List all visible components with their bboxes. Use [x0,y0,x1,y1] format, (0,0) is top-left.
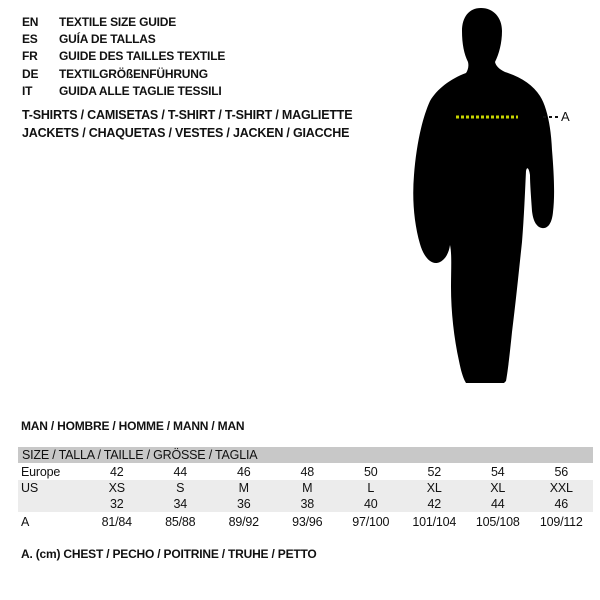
table-cell: XL [490,481,506,495]
language-title: GUIDA ALLE TAGLIE TESSILI [59,84,222,99]
table-cell: 81/84 [101,514,132,529]
language-code: IT [22,84,33,99]
table-cell: S [176,481,185,495]
table-cell: M [238,481,249,495]
language-code: FR [22,49,38,64]
table-cell: 32 [109,497,124,511]
table-cell: 52 [427,464,441,479]
table-cell: XXL [549,481,573,495]
category-jackets: JACKETS / CHAQUETAS / VESTES / JACKEN / GIACCHE [22,126,350,140]
table-cell: 46 [236,464,251,479]
measure-footnote: A. (cm) CHEST / PECHO / POITRINE / TRUHE / PETTO [21,547,317,561]
row-label: A [21,514,30,529]
language-code: EN [22,14,39,29]
table-cell: 54 [490,464,505,479]
language-code: ES [22,32,38,47]
language-title: TEXTILE SIZE GUIDE [59,14,177,29]
table-cell: 44 [490,497,505,511]
table-row-europe [18,463,593,480]
table-cell: 46 [554,497,568,511]
table-cell: 89/92 [228,514,259,529]
table-cell: 48 [300,464,314,479]
size-table [18,447,593,531]
table-cell: 93/96 [292,514,323,529]
table-cell: 44 [173,464,187,479]
row-label: Europe [21,464,61,479]
table-cell: 36 [236,497,251,511]
table-cell: 42 [427,497,441,511]
us-rows-shaded-block [18,480,593,512]
table-row-us [18,480,593,496]
size-table-header: SIZE / TALLA / TAILLE / GRÖSSE / TAGLIA [18,447,593,463]
table-cell: M [302,481,313,495]
table-cell: 42 [109,464,124,479]
language-title: TEXTILGRÖßENFÜHRUNG [59,66,208,81]
section-title-man: MAN / HOMBRE / HOMME / MANN / MAN [21,419,245,433]
category-tshirts: T-SHIRTS / CAMISETAS / T-SHIRT / T-SHIRT / MAGLIETTE [22,108,353,122]
language-title: GUIDE DES TAILLES TEXTILE [59,49,226,64]
man-silhouette-shape [413,8,554,383]
table-cell: 101/104 [412,514,457,529]
table-cell: 85/88 [165,514,196,529]
language-title: GUÍA DE TALLAS [59,32,156,47]
table-cell: 97/100 [352,514,390,529]
table-cell: L [367,481,375,495]
table-cell: 38 [300,497,314,511]
table-cell: XS [108,481,125,495]
measure-label-a: A [561,109,570,124]
table-row-us-numeric [18,496,593,512]
language-code: DE [22,66,39,81]
table-cell: 50 [363,464,378,479]
table-cell: 105/108 [475,514,520,529]
table-cell: XL [426,481,442,495]
row-label: US [21,481,38,495]
table-row-chest [18,512,593,531]
table-cell: 40 [363,497,378,511]
table-cell: 34 [173,497,187,511]
table-cell: 109/112 [539,514,583,529]
table-cell: 56 [554,464,568,479]
